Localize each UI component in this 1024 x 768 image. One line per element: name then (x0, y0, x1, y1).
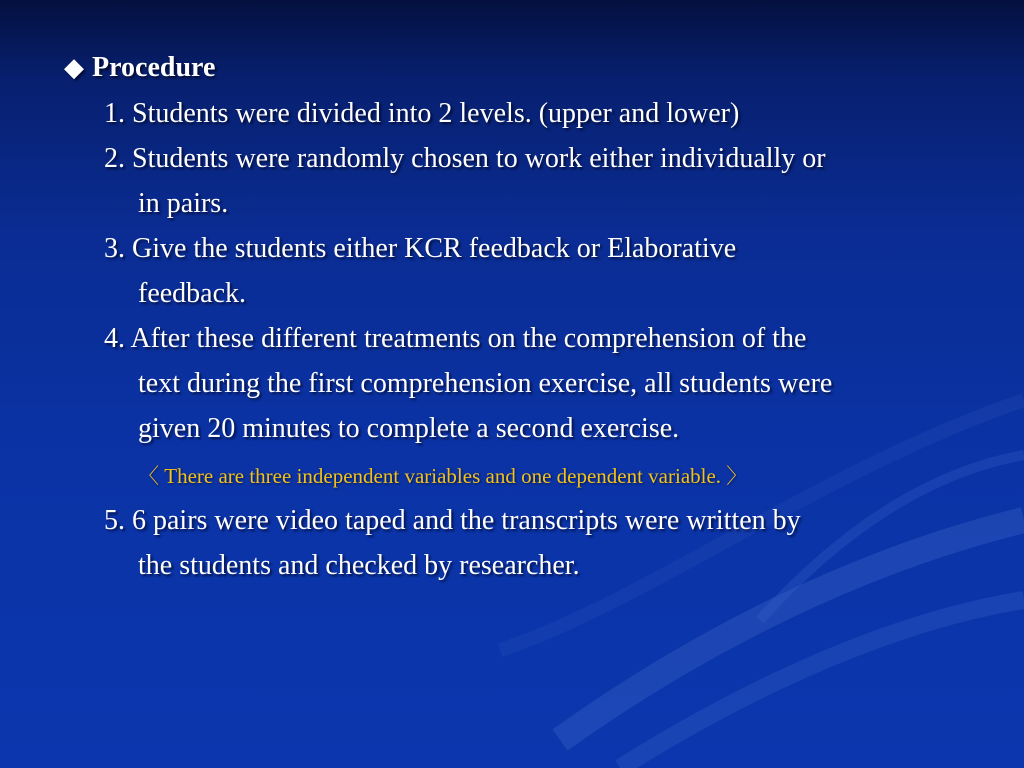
procedure-step-1-line-1: 1. Students were divided into 2 levels. (upper and lower) (104, 98, 740, 129)
slide-heading (64, 52, 215, 84)
procedure-step-2-line-1: 2. Students were randomly chosen to work either individually or (104, 143, 826, 174)
procedure-step-4-line-2: text during the first comprehension exercise, all students were (138, 368, 833, 399)
procedure-step-4-line-3: given 20 minutes to complete a second exercise. (138, 413, 680, 444)
variables-note: 〈 There are three independent variables and one dependent variable. 〉 (138, 464, 748, 488)
procedure-step-5-line-1: 5. 6 pairs were video taped and the transcripts were written by (104, 505, 801, 536)
heading-text: Procedure (92, 52, 216, 83)
procedure-step-3-line-1: 3. Give the students either KCR feedback or Elaborative (104, 233, 737, 264)
procedure-step-3-line-2: feedback. (138, 278, 247, 309)
procedure-step-5-line-2: the students and checked by researcher. (138, 550, 580, 581)
diamond-bullet-icon: ◆ (64, 53, 84, 82)
procedure-step-4-line-1: 4. After these different treatments on the comprehension of the (104, 323, 807, 354)
procedure-step-2-line-2: in pairs. (138, 188, 229, 219)
